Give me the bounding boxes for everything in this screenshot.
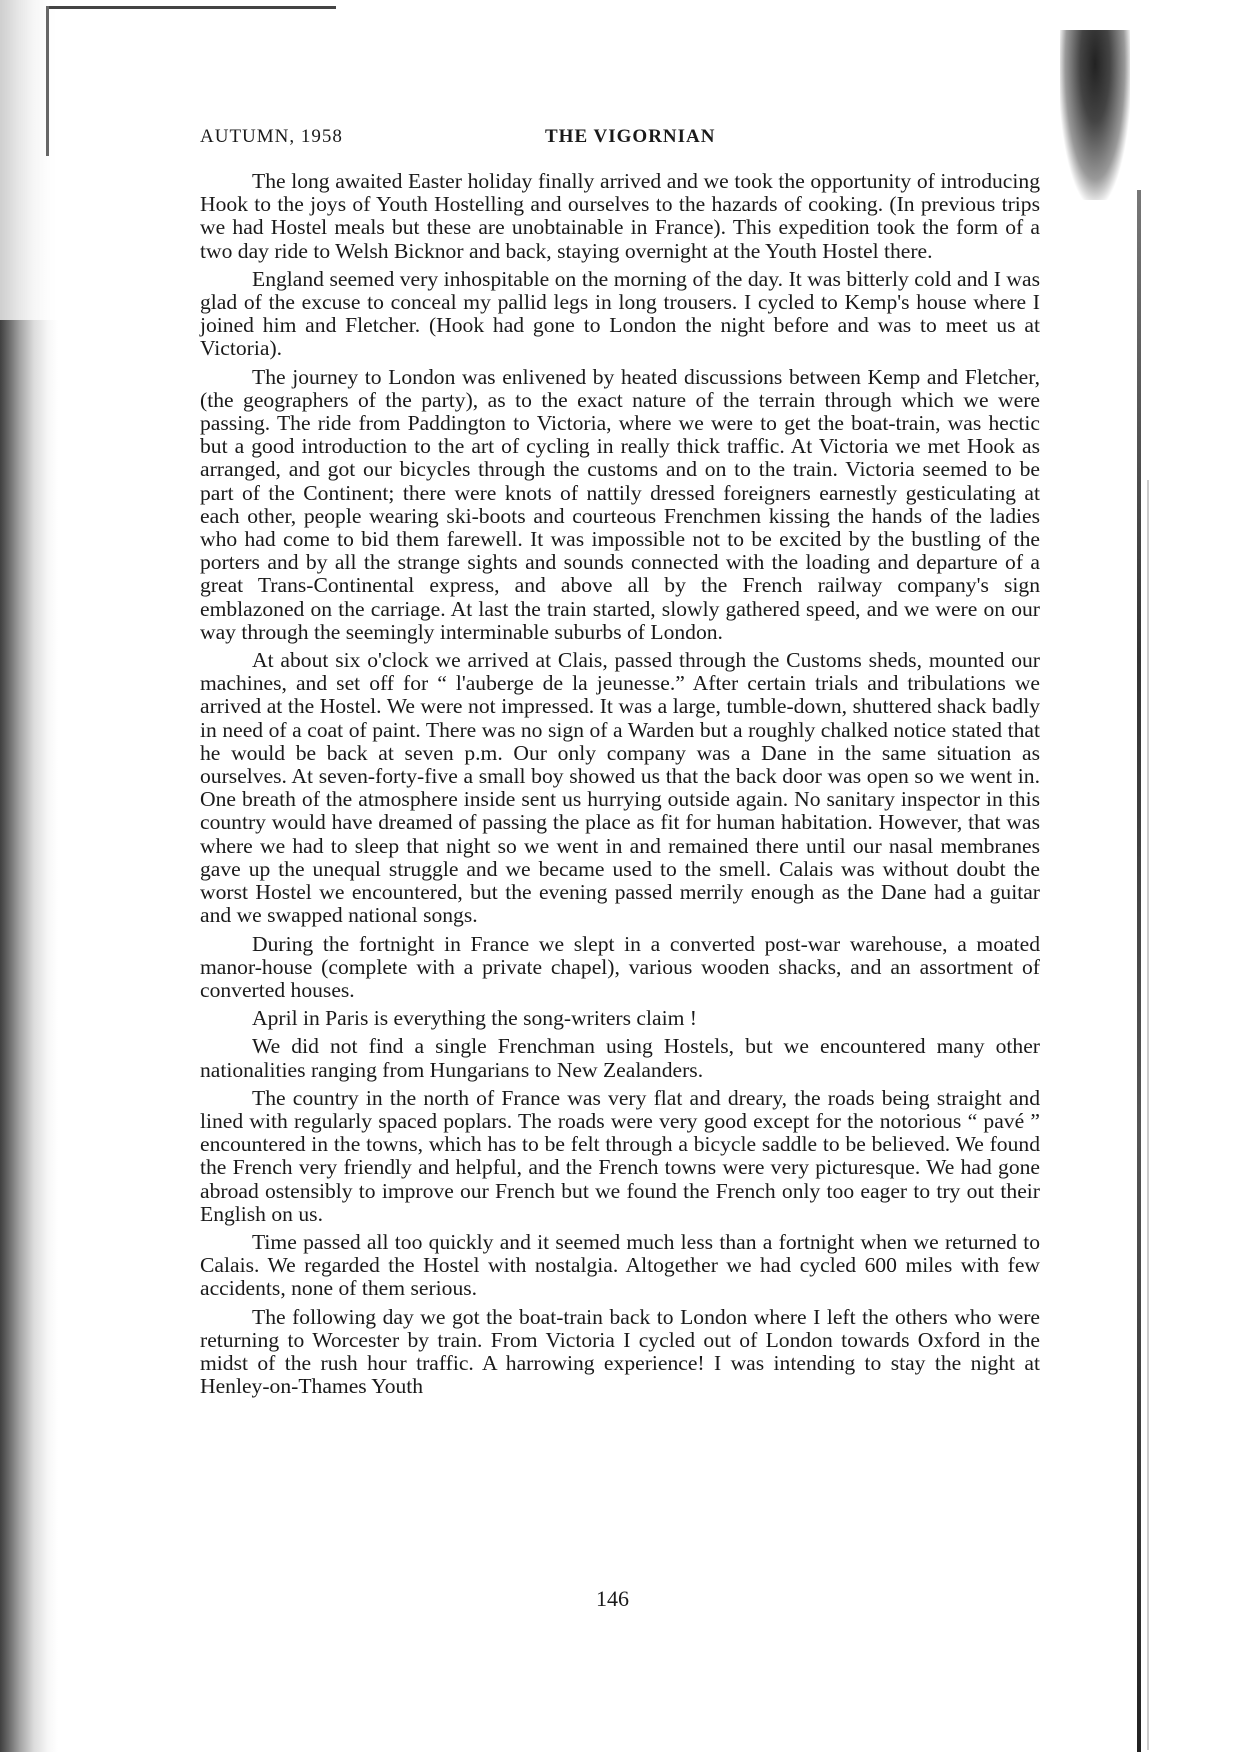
article-body: [200, 170, 1040, 1403]
page-number: 146: [596, 1586, 629, 1611]
paragraph: During the fortnight in France we slept in a converted post-war warehouse, a moated manor-house (complete with a private chapel), various wooden shacks, and an assortment of converted houses.: [200, 931, 1040, 1002]
scan-right-edge-line: [1137, 190, 1141, 1752]
paragraph: England seemed very inhospitable on the morning of the day. It was bitterly cold and I was glad of the excuse to conceal my pallid legs in long trousers. I cycled to Kemp's house where I joined him and Fletcher. (Hook had gone to London the night before and was to meet us at Victoria).: [200, 266, 1040, 361]
paragraph: We did not find a single Frenchman using Hostels, but we encountered many other nationalities ranging from Hungarians to New Zealanders.: [200, 1034, 1040, 1082]
scan-top-rule: [46, 6, 336, 9]
scan-binding-smudge: [1060, 30, 1130, 200]
running-header: [200, 126, 720, 156]
paragraph: The following day we got the boat-train back to London where I left the others who were returning to Worcester by train. From Victoria I cycled out of London towards Oxford in the midst of the rush hour traffic. A harrowing experience! I was intending to stay the night at Henley-on-Thames Youth: [200, 1304, 1040, 1399]
paragraph: At about six o'clock we arrived at Clais, passed through the Customs sheds, mounted our machines, and set off for “ l'auberge de la jeunesse.” After certain trials and tribulations we arrived at the Hostel. We were not impressed. It was a large, tumble-down, shuttered shack badly in need of a coat of paint. There was no sign of a Warden but a roughly chalked notice stated that he would be back at seven p.m. Our only company was a Dane in the same situation as ourselves. At seven-forty-five a small boy showed us that the back door was open so we went in. One breath of the atmosphere inside sent us hurrying outside again. No sanitary inspector in this country would have dreamed of passing the place as fit for human habitation. However, that was where we had to sleep that night so we went in and remained there until our nasal membranes gave up the unequal struggle and we became used to the smell. Calais was without doubt the worst Hostel we encountered, but the evening passed merrily enough as the Dane had a guitar and we swapped national songs.: [200, 648, 1040, 928]
paragraph: April in Paris is everything the song-writers claim !: [252, 1006, 697, 1031]
header-publication-title: THE VIGORNIAN: [545, 126, 716, 147]
scan-left-rule: [46, 6, 49, 156]
paragraph: The journey to London was enlivened by heated discussions between Kemp and Fletcher, (the geographers of the party), as to the exact nature of the terrain through which we were passing. The ride from Paddington to Victoria, where we were to get the boat-train, was hectic but a good introduction to the art of cycling in really thick traffic. At Victoria we met Hook as arranged, and got our bicycles through the customs and on to the train. Victoria seemed to be part of the Continent; there were knots of nattily dressed foreigners earnestly gesticulating at each other, people wearing ski-boots and courteous Frenchmen kissing the hands of the ladies who had come to bid them farewell. It was impossible not to be excited by the bustling of the porters and by all the strange sights and sounds connected with the loading and departure of a great Trans-Continental express, and above all by the French railway company's sign emblazoned on the carriage. At last the train started, slowly gathered speed, and we were on our way through the seemingly interminable suburbs of London.: [200, 364, 1040, 644]
paragraph: Time passed all too quickly and it seemed much less than a fortnight when we returned to Calais. We regarded the Hostel with nostalgia. Altogether we had cycled 600 miles with few accidents, none of them serious.: [200, 1229, 1040, 1301]
paragraph: The long awaited Easter holiday finally arrived and we took the opportunity of introducing Hook to the joys of Youth Hostelling and ourselves to the hazards of cooking. (In previous trips we had Hostel meals but these are unobtainable in France). This expedition took the form of a two day ride to Welsh Bicknor and back, staying overnight at the Youth Hostel there.: [200, 169, 1040, 263]
header-date: AUTUMN, 1958: [200, 126, 343, 147]
paragraph: The country in the north of France was very flat and dreary, the roads being straight and lined with regularly spaced poplars. The roads were very good except for the notorious “ pavé ” encountered in the towns, which has to be felt through a bicycle saddle to be believed. We found the French very friendly and helpful, and the French towns were very picturesque. We had gone abroad ostensibly to improve our French but we found the French only too eager to try out their English on us.: [200, 1085, 1040, 1226]
scan-right-edge-line-faint: [1147, 480, 1149, 1750]
scan-left-edge-highlight: [0, 0, 58, 320]
